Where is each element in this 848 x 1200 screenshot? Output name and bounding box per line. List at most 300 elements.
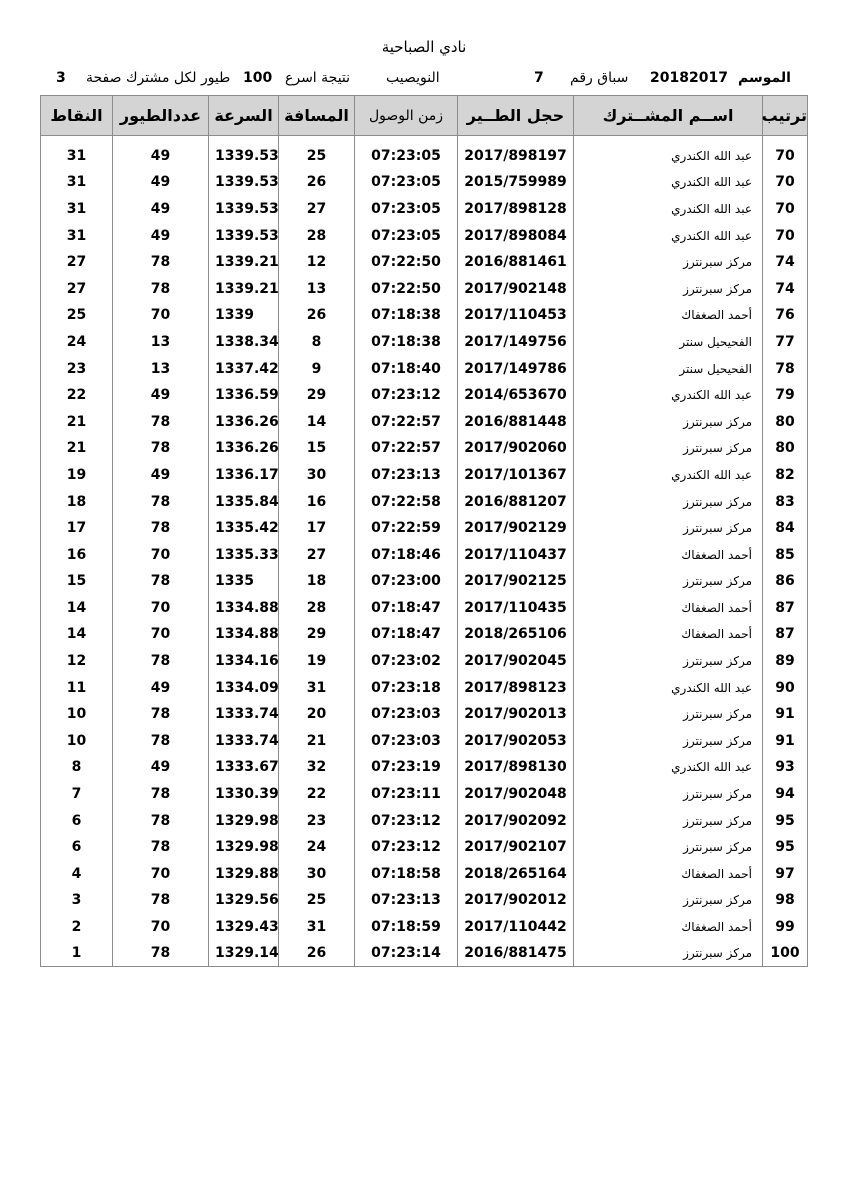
race-value: 7: [534, 70, 544, 86]
col-header-name: اســم المشــترك: [574, 96, 763, 136]
distance-cell: 19: [279, 648, 355, 675]
speed-cell: 1330.39: [209, 781, 279, 808]
bird-count-cell: 78: [113, 275, 209, 302]
participant-name-cell: أحمد الصغفاك: [574, 914, 763, 941]
speed-cell: 1339.21: [209, 275, 279, 302]
participant-name-cell: أحمد الصغفاك: [574, 861, 763, 888]
ring-number-cell: 2014/653670: [458, 382, 574, 409]
page-value: 3: [56, 70, 66, 86]
participant-name-cell: مركز سبرنترز: [574, 249, 763, 276]
speed-cell: 1334.88: [209, 595, 279, 622]
participant-name-cell: مركز سبرنترز: [574, 488, 763, 515]
ring-number-cell: 2017/110435: [458, 595, 574, 622]
distance-cell: 17: [279, 515, 355, 542]
ring-number-cell: 2018/265106: [458, 621, 574, 648]
results-body: [41, 143, 808, 967]
distance-cell: 30: [279, 462, 355, 489]
arrival-time-cell: 07:22:50: [355, 249, 458, 276]
arrival-time-cell: 07:23:19: [355, 754, 458, 781]
ring-number-cell: 2017/101367: [458, 462, 574, 489]
ring-number-cell: 2016/881461: [458, 249, 574, 276]
participant-name-cell: عبد الله الكندري: [574, 462, 763, 489]
ring-number-cell: 2017/898128: [458, 196, 574, 223]
points-cell: 8: [41, 754, 113, 781]
table-row: [41, 621, 808, 648]
points-cell: 27: [41, 275, 113, 302]
ring-number-cell: 2016/881207: [458, 488, 574, 515]
arrival-time-cell: 07:18:59: [355, 914, 458, 941]
col-header-speed: السرعة: [209, 96, 279, 136]
bird-count-cell: 49: [113, 382, 209, 409]
table-row: [41, 568, 808, 595]
speed-cell: 1337.42: [209, 355, 279, 382]
rank-cell: 87: [763, 621, 808, 648]
distance-cell: 23: [279, 807, 355, 834]
table-row: [41, 648, 808, 675]
table-row: [41, 355, 808, 382]
arrival-time-cell: 07:18:58: [355, 861, 458, 888]
col-header-points: النقاط: [41, 96, 113, 136]
results-table-container: [40, 95, 807, 967]
bird-count-cell: 78: [113, 249, 209, 276]
speed-cell: 1336.26: [209, 408, 279, 435]
arrival-time-cell: 07:23:03: [355, 701, 458, 728]
ring-number-cell: 2017/110453: [458, 302, 574, 329]
bird-count-cell: 78: [113, 781, 209, 808]
participant-name-cell: عبد الله الكندري: [574, 169, 763, 196]
rank-cell: 77: [763, 329, 808, 356]
race-type: النويصيب: [386, 70, 440, 86]
arrival-time-cell: 07:23:11: [355, 781, 458, 808]
arrival-time-cell: 07:22:57: [355, 408, 458, 435]
participant-name-cell: مركز سبرنترز: [574, 648, 763, 675]
participant-name-cell: مركز سبرنترز: [574, 408, 763, 435]
distance-cell: 31: [279, 674, 355, 701]
ring-number-cell: 2015/759989: [458, 169, 574, 196]
table-row: [41, 435, 808, 462]
rank-cell: 70: [763, 222, 808, 249]
rank-cell: 91: [763, 728, 808, 755]
bird-count-cell: 78: [113, 408, 209, 435]
speed-cell: 1336.17: [209, 462, 279, 489]
rank-cell: 87: [763, 595, 808, 622]
distance-cell: 9: [279, 355, 355, 382]
ring-number-cell: 2016/881475: [458, 940, 574, 967]
points-cell: 19: [41, 462, 113, 489]
bird-count-cell: 78: [113, 940, 209, 967]
season-label: الموسم: [738, 70, 791, 86]
distance-cell: 24: [279, 834, 355, 861]
ring-number-cell: 2017/898197: [458, 143, 574, 170]
points-cell: 11: [41, 674, 113, 701]
distance-cell: 20: [279, 701, 355, 728]
table-row: [41, 275, 808, 302]
participant-name-cell: عبد الله الكندري: [574, 674, 763, 701]
arrival-time-cell: 07:23:12: [355, 382, 458, 409]
points-cell: 31: [41, 169, 113, 196]
speed-cell: 1335: [209, 568, 279, 595]
table-row: [41, 515, 808, 542]
arrival-time-cell: 07:23:05: [355, 196, 458, 223]
speed-cell: 1335.33: [209, 541, 279, 568]
result-value: 100: [243, 70, 273, 86]
arrival-time-cell: 07:23:18: [355, 674, 458, 701]
race-label: سباق رقم: [570, 70, 629, 86]
season-value: 20182017: [650, 70, 728, 86]
arrival-time-cell: 07:23:03: [355, 728, 458, 755]
speed-cell: 1334.88: [209, 621, 279, 648]
rank-cell: 74: [763, 249, 808, 276]
ring-number-cell: 2017/898084: [458, 222, 574, 249]
speed-cell: 1334.16: [209, 648, 279, 675]
arrival-time-cell: 07:23:00: [355, 568, 458, 595]
table-row: [41, 781, 808, 808]
arrival-time-cell: 07:23:02: [355, 648, 458, 675]
speed-cell: 1335.42: [209, 515, 279, 542]
participant-name-cell: عبد الله الكندري: [574, 382, 763, 409]
bird-count-cell: 70: [113, 302, 209, 329]
distance-cell: 22: [279, 781, 355, 808]
speed-cell: 1335.84: [209, 488, 279, 515]
points-cell: 25: [41, 302, 113, 329]
participant-name-cell: عبد الله الكندري: [574, 222, 763, 249]
ring-number-cell: 2017/902107: [458, 834, 574, 861]
table-row: [41, 861, 808, 888]
table-row: [41, 834, 808, 861]
speed-cell: 1339.53: [209, 143, 279, 170]
arrival-time-cell: 07:18:47: [355, 595, 458, 622]
rank-cell: 90: [763, 674, 808, 701]
col-header-distance: المسافة: [279, 96, 355, 136]
distance-cell: 16: [279, 488, 355, 515]
points-cell: 7: [41, 781, 113, 808]
speed-cell: 1334.09: [209, 674, 279, 701]
distance-cell: 12: [279, 249, 355, 276]
bird-count-cell: 49: [113, 754, 209, 781]
arrival-time-cell: 07:23:12: [355, 807, 458, 834]
arrival-time-cell: 07:18:40: [355, 355, 458, 382]
points-cell: 21: [41, 408, 113, 435]
rank-cell: 93: [763, 754, 808, 781]
rank-cell: 83: [763, 488, 808, 515]
table-row: [41, 541, 808, 568]
distance-cell: 29: [279, 621, 355, 648]
rank-cell: 80: [763, 435, 808, 462]
distance-cell: 26: [279, 940, 355, 967]
distance-cell: 21: [279, 728, 355, 755]
ring-number-cell: 2018/265164: [458, 861, 574, 888]
bird-count-cell: 78: [113, 488, 209, 515]
participant-name-cell: مركز سبرنترز: [574, 728, 763, 755]
participant-name-cell: الفحيحيل سنتر: [574, 355, 763, 382]
ring-number-cell: 2017/149786: [458, 355, 574, 382]
bird-count-cell: 49: [113, 674, 209, 701]
bird-count-cell: 49: [113, 196, 209, 223]
ring-number-cell: 2017/110437: [458, 541, 574, 568]
rank-cell: 70: [763, 169, 808, 196]
club-title: نادي الصباحية: [381, 38, 467, 56]
points-cell: 6: [41, 807, 113, 834]
speed-cell: 1333.74: [209, 728, 279, 755]
speed-cell: 1329.14: [209, 940, 279, 967]
participant-name-cell: مركز سبرنترز: [574, 887, 763, 914]
rank-cell: 70: [763, 143, 808, 170]
rank-cell: 70: [763, 196, 808, 223]
bird-count-cell: 13: [113, 355, 209, 382]
table-row: [41, 196, 808, 223]
points-cell: 16: [41, 541, 113, 568]
participant-name-cell: مركز سبرنترز: [574, 807, 763, 834]
table-row: [41, 408, 808, 435]
distance-cell: 30: [279, 861, 355, 888]
bird-count-cell: 78: [113, 728, 209, 755]
speed-cell: 1339: [209, 302, 279, 329]
speed-cell: 1336.59: [209, 382, 279, 409]
table-row: [41, 674, 808, 701]
ring-number-cell: 2017/110442: [458, 914, 574, 941]
table-row: [41, 754, 808, 781]
points-cell: 10: [41, 701, 113, 728]
bird-count-cell: 49: [113, 222, 209, 249]
rank-cell: 84: [763, 515, 808, 542]
points-cell: 22: [41, 382, 113, 409]
distance-cell: 26: [279, 302, 355, 329]
results-table: [40, 95, 808, 967]
participant-name-cell: مركز سبرنترز: [574, 940, 763, 967]
participant-name-cell: عبد الله الكندري: [574, 754, 763, 781]
ring-number-cell: 2017/902012: [458, 887, 574, 914]
arrival-time-cell: 07:23:13: [355, 887, 458, 914]
table-row: [41, 382, 808, 409]
participant-name-cell: أحمد الصغفاك: [574, 302, 763, 329]
arrival-time-cell: 07:22:50: [355, 275, 458, 302]
table-row: [41, 462, 808, 489]
bird-count-cell: 49: [113, 143, 209, 170]
speed-cell: 1333.74: [209, 701, 279, 728]
distance-cell: 25: [279, 143, 355, 170]
bird-count-cell: 49: [113, 462, 209, 489]
participant-name-cell: مركز سبرنترز: [574, 834, 763, 861]
arrival-time-cell: 07:18:47: [355, 621, 458, 648]
ring-number-cell: 2017/902048: [458, 781, 574, 808]
rank-cell: 79: [763, 382, 808, 409]
ring-number-cell: 2017/902148: [458, 275, 574, 302]
arrival-time-cell: 07:18:38: [355, 302, 458, 329]
speed-cell: 1339.53: [209, 222, 279, 249]
rank-cell: 98: [763, 887, 808, 914]
table-row: [41, 701, 808, 728]
points-cell: 21: [41, 435, 113, 462]
participant-name-cell: الفحيحيل سنتر: [574, 329, 763, 356]
distance-cell: 25: [279, 887, 355, 914]
table-row: [41, 595, 808, 622]
ring-number-cell: 2017/902013: [458, 701, 574, 728]
ring-number-cell: 2017/902053: [458, 728, 574, 755]
points-cell: 23: [41, 355, 113, 382]
table-row: [41, 728, 808, 755]
rank-cell: 94: [763, 781, 808, 808]
rank-cell: 76: [763, 302, 808, 329]
distance-cell: 27: [279, 196, 355, 223]
participant-name-cell: عبد الله الكندري: [574, 196, 763, 223]
participant-name-cell: عبد الله الكندري: [574, 143, 763, 170]
bird-count-cell: 70: [113, 541, 209, 568]
distance-cell: 18: [279, 568, 355, 595]
table-row: [41, 302, 808, 329]
rank-cell: 100: [763, 940, 808, 967]
ring-number-cell: 2017/902129: [458, 515, 574, 542]
speed-cell: 1329.43: [209, 914, 279, 941]
ring-number-cell: 2017/902125: [458, 568, 574, 595]
col-header-ring: حجل الطــير: [458, 96, 574, 136]
bird-count-cell: 78: [113, 807, 209, 834]
table-row: [41, 222, 808, 249]
table-row: [41, 143, 808, 170]
participant-name-cell: مركز سبرنترز: [574, 701, 763, 728]
rank-cell: 97: [763, 861, 808, 888]
rank-cell: 74: [763, 275, 808, 302]
table-row: [41, 249, 808, 276]
participant-name-cell: مركز سبرنترز: [574, 781, 763, 808]
distance-cell: 27: [279, 541, 355, 568]
points-cell: 17: [41, 515, 113, 542]
bird-count-cell: 70: [113, 914, 209, 941]
bird-count-cell: 70: [113, 621, 209, 648]
points-cell: 2: [41, 914, 113, 941]
header-row: [41, 96, 808, 136]
speed-cell: 1329.98: [209, 807, 279, 834]
points-cell: 14: [41, 595, 113, 622]
rank-cell: 95: [763, 807, 808, 834]
points-cell: 1: [41, 940, 113, 967]
arrival-time-cell: 07:18:38: [355, 329, 458, 356]
distance-cell: 14: [279, 408, 355, 435]
col-header-rank: ترتيب: [763, 96, 808, 136]
participant-name-cell: أحمد الصغفاك: [574, 595, 763, 622]
rank-cell: 95: [763, 834, 808, 861]
arrival-time-cell: 07:22:57: [355, 435, 458, 462]
bird-count-cell: 78: [113, 834, 209, 861]
distance-cell: 8: [279, 329, 355, 356]
table-row: [41, 940, 808, 967]
distance-cell: 29: [279, 382, 355, 409]
ring-number-cell: 2017/902092: [458, 807, 574, 834]
page-label: طيور لكل مشترك صفحة: [86, 70, 231, 86]
ring-number-cell: 2017/902045: [458, 648, 574, 675]
arrival-time-cell: 07:23:05: [355, 222, 458, 249]
rank-cell: 78: [763, 355, 808, 382]
speed-cell: 1329.98: [209, 834, 279, 861]
bird-count-cell: 70: [113, 861, 209, 888]
rank-cell: 99: [763, 914, 808, 941]
points-cell: 24: [41, 329, 113, 356]
table-row: [41, 914, 808, 941]
ring-number-cell: 2017/898130: [458, 754, 574, 781]
rank-cell: 80: [763, 408, 808, 435]
result-label: نتيجة اسرع: [285, 70, 351, 86]
ring-number-cell: 2017/898123: [458, 674, 574, 701]
points-cell: 12: [41, 648, 113, 675]
points-cell: 27: [41, 249, 113, 276]
bird-count-cell: 78: [113, 701, 209, 728]
bird-count-cell: 78: [113, 435, 209, 462]
points-cell: 14: [41, 621, 113, 648]
rank-cell: 89: [763, 648, 808, 675]
ring-number-cell: 2016/881448: [458, 408, 574, 435]
speed-cell: 1329.88: [209, 861, 279, 888]
rank-cell: 82: [763, 462, 808, 489]
participant-name-cell: مركز سبرنترز: [574, 568, 763, 595]
arrival-time-cell: 07:18:46: [355, 541, 458, 568]
participant-name-cell: مركز سبرنترز: [574, 435, 763, 462]
bird-count-cell: 78: [113, 568, 209, 595]
points-cell: 31: [41, 196, 113, 223]
participant-name-cell: أحمد الصغفاك: [574, 541, 763, 568]
arrival-time-cell: 07:23:05: [355, 169, 458, 196]
arrival-time-cell: 07:23:14: [355, 940, 458, 967]
points-cell: 4: [41, 861, 113, 888]
points-cell: 3: [41, 887, 113, 914]
table-row: [41, 488, 808, 515]
speed-cell: 1339.53: [209, 169, 279, 196]
participant-name-cell: مركز سبرنترز: [574, 515, 763, 542]
rank-cell: 86: [763, 568, 808, 595]
arrival-time-cell: 07:22:59: [355, 515, 458, 542]
distance-cell: 26: [279, 169, 355, 196]
ring-number-cell: 2017/149756: [458, 329, 574, 356]
distance-cell: 28: [279, 595, 355, 622]
bird-count-cell: 70: [113, 595, 209, 622]
points-cell: 15: [41, 568, 113, 595]
points-cell: 18: [41, 488, 113, 515]
table-row: [41, 807, 808, 834]
arrival-time-cell: 07:23:05: [355, 143, 458, 170]
distance-cell: 15: [279, 435, 355, 462]
bird-count-cell: 78: [113, 515, 209, 542]
points-cell: 31: [41, 222, 113, 249]
bird-count-cell: 78: [113, 887, 209, 914]
distance-cell: 28: [279, 222, 355, 249]
arrival-time-cell: 07:23:13: [355, 462, 458, 489]
bird-count-cell: 13: [113, 329, 209, 356]
speed-cell: 1336.26: [209, 435, 279, 462]
distance-cell: 32: [279, 754, 355, 781]
speed-cell: 1329.56: [209, 887, 279, 914]
points-cell: 10: [41, 728, 113, 755]
speed-cell: 1339.53: [209, 196, 279, 223]
rank-cell: 85: [763, 541, 808, 568]
col-header-time: زمن الوصول: [355, 96, 458, 136]
table-row: [41, 887, 808, 914]
ring-number-cell: 2017/902060: [458, 435, 574, 462]
participant-name-cell: أحمد الصغفاك: [574, 621, 763, 648]
speed-cell: 1338.34: [209, 329, 279, 356]
points-cell: 6: [41, 834, 113, 861]
rank-cell: 91: [763, 701, 808, 728]
col-header-birds: عددالطيور: [113, 96, 209, 136]
participant-name-cell: مركز سبرنترز: [574, 275, 763, 302]
distance-cell: 13: [279, 275, 355, 302]
points-cell: 31: [41, 143, 113, 170]
bird-count-cell: 49: [113, 169, 209, 196]
speed-cell: 1339.21: [209, 249, 279, 276]
table-row: [41, 329, 808, 356]
arrival-time-cell: 07:23:12: [355, 834, 458, 861]
table-row: [41, 169, 808, 196]
speed-cell: 1333.67: [209, 754, 279, 781]
bird-count-cell: 78: [113, 648, 209, 675]
distance-cell: 31: [279, 914, 355, 941]
